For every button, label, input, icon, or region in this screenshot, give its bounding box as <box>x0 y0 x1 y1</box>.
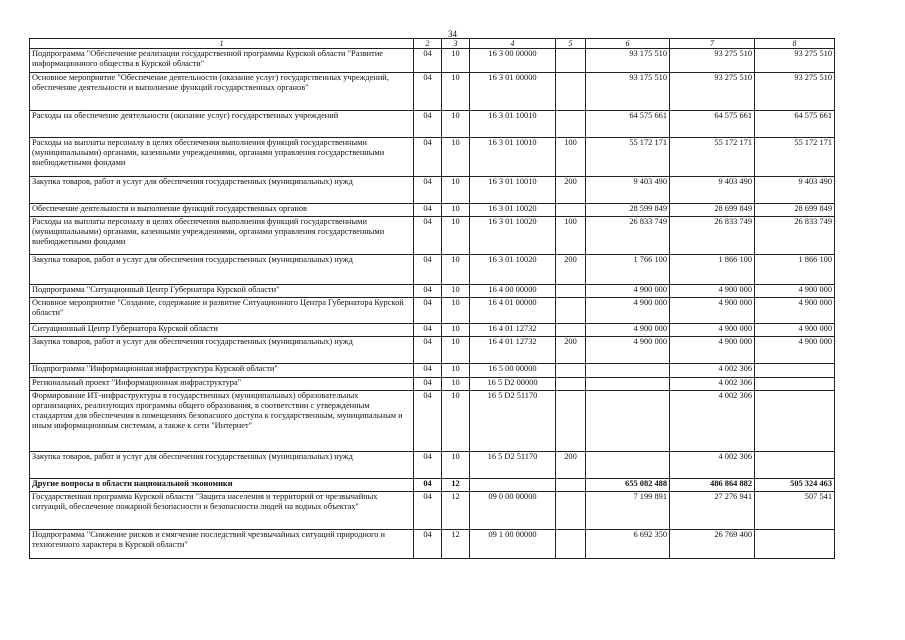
page-number: 34 <box>448 29 457 39</box>
cell-amount-year2: 64 575 661 <box>670 111 755 138</box>
cell-target-article: 16 3 00 00000 <box>470 49 556 73</box>
table-row <box>30 217 835 255</box>
cell-amount-year3: 4 900 000 <box>755 337 835 364</box>
cell-expense-type <box>556 49 586 73</box>
cell-amount-year1 <box>586 364 670 378</box>
cell-section: 04 <box>414 530 442 559</box>
cell-subsection: 12 <box>442 479 470 492</box>
cell-target-article: 16 5 D2 51170 <box>470 452 556 479</box>
cell-target-article: 16 4 00 00000 <box>470 285 556 298</box>
cell-amount-year3: 4 900 000 <box>755 324 835 337</box>
cell-amount-year3: 4 900 000 <box>755 285 835 298</box>
column-header: 4 <box>470 39 556 49</box>
cell-amount-year1 <box>586 391 670 452</box>
cell-amount-year3: 505 324 463 <box>755 479 835 492</box>
cell-expense-type <box>556 204 586 217</box>
cell-target-article: 16 5 D2 51170 <box>470 391 556 452</box>
cell-section: 04 <box>414 49 442 73</box>
cell-subsection: 10 <box>442 391 470 452</box>
cell-target-article: 16 4 01 00000 <box>470 298 556 324</box>
cell-name: Расходы на выплаты персоналу в целях обеспечения выполнения функций государственными (муниципальными) органами, казенными учреждениями, органами управления государственными внебюджетными фондами <box>30 138 414 177</box>
cell-expense-type <box>556 73 586 111</box>
cell-section: 04 <box>414 364 442 378</box>
cell-section: 04 <box>414 479 442 492</box>
cell-target-article: 16 3 01 10020 <box>470 204 556 217</box>
cell-name: Государственная программа Курской области "Защита населения и территорий от чрезвычайных ситуаций, обеспечение пожарной безопасности и безопасности людей на водных объектах" <box>30 492 414 530</box>
cell-amount-year3 <box>755 452 835 479</box>
cell-amount-year2: 1 866 100 <box>670 255 755 285</box>
table-row <box>30 204 835 217</box>
cell-name: Другие вопросы в области национальной экономики <box>30 479 414 492</box>
cell-amount-year3 <box>755 391 835 452</box>
cell-amount-year1: 93 175 510 <box>586 73 670 111</box>
cell-subsection: 10 <box>442 378 470 391</box>
cell-subsection: 12 <box>442 492 470 530</box>
cell-section: 04 <box>414 177 442 204</box>
cell-amount-year1: 64 575 661 <box>586 111 670 138</box>
cell-target-article: 16 3 01 00000 <box>470 73 556 111</box>
cell-section: 04 <box>414 217 442 255</box>
cell-section: 04 <box>414 452 442 479</box>
cell-name: Основное мероприятие "Обеспечение деятельности (оказание услуг) государственных учреждений, обеспечение деятельности и выполнение функций государственных органов" <box>30 73 414 111</box>
cell-section: 04 <box>414 391 442 452</box>
cell-amount-year1: 55 172 171 <box>586 138 670 177</box>
cell-target-article: 16 5 D2 00000 <box>470 378 556 391</box>
cell-subsection: 10 <box>442 298 470 324</box>
cell-amount-year3 <box>755 364 835 378</box>
cell-amount-year2: 4 900 000 <box>670 298 755 324</box>
cell-amount-year2: 55 172 171 <box>670 138 755 177</box>
cell-amount-year3: 26 833 749 <box>755 217 835 255</box>
cell-amount-year2: 4 900 000 <box>670 324 755 337</box>
cell-expense-type <box>556 530 586 559</box>
table-row <box>30 49 835 73</box>
cell-amount-year3 <box>755 530 835 559</box>
cell-amount-year2: 93 275 510 <box>670 73 755 111</box>
cell-expense-type: 100 <box>556 138 586 177</box>
cell-section: 04 <box>414 492 442 530</box>
cell-amount-year1: 28 599 849 <box>586 204 670 217</box>
cell-name: Закупка товаров, работ и услуг для обеспечения государственных (муниципальных) нужд <box>30 177 414 204</box>
cell-amount-year3: 4 900 000 <box>755 298 835 324</box>
cell-amount-year2: 4 900 000 <box>670 337 755 364</box>
cell-amount-year2: 4 002 306 <box>670 452 755 479</box>
cell-subsection: 12 <box>442 530 470 559</box>
cell-amount-year3: 93 275 510 <box>755 49 835 73</box>
cell-expense-type: 200 <box>556 177 586 204</box>
cell-amount-year3: 28 699 849 <box>755 204 835 217</box>
cell-subsection: 10 <box>442 217 470 255</box>
table-row <box>30 364 835 378</box>
cell-target-article: 16 4 01 12732 <box>470 337 556 364</box>
cell-section: 04 <box>414 324 442 337</box>
cell-subsection: 10 <box>442 204 470 217</box>
cell-amount-year3 <box>755 378 835 391</box>
cell-name: Закупка товаров, работ и услуг для обеспечения государственных (муниципальных) нужд <box>30 255 414 285</box>
cell-target-article: 16 3 01 10010 <box>470 138 556 177</box>
cell-name: Расходы на обеспечение деятельности (оказание услуг) государственных учреждений <box>30 111 414 138</box>
cell-name: Подпрограмма "Информационная инфраструктура Курской области" <box>30 364 414 378</box>
cell-amount-year1 <box>586 452 670 479</box>
cell-expense-type <box>556 492 586 530</box>
cell-amount-year2: 28 699 849 <box>670 204 755 217</box>
column-header: 3 <box>442 39 470 49</box>
cell-name: Обеспечение деятельности и выполнение функций государственных органов <box>30 204 414 217</box>
table-row <box>30 177 835 204</box>
cell-name: Закупка товаров, работ и услуг для обеспечения государственных (муниципальных) нужд <box>30 452 414 479</box>
cell-name: Закупка товаров, работ и услуг для обеспечения государственных (муниципальных) нужд <box>30 337 414 364</box>
table-row <box>30 111 835 138</box>
cell-target-article: 16 5 00 00000 <box>470 364 556 378</box>
cell-amount-year1 <box>586 378 670 391</box>
column-header: 5 <box>556 39 586 49</box>
cell-name: Подпрограмма "Ситуационный Центр Губернатора Курской области" <box>30 285 414 298</box>
cell-section: 04 <box>414 337 442 364</box>
cell-target-article: 09 1 00 00000 <box>470 530 556 559</box>
cell-section: 04 <box>414 204 442 217</box>
column-header: 2 <box>414 39 442 49</box>
table-row <box>30 138 835 177</box>
cell-subsection: 10 <box>442 337 470 364</box>
cell-name: Основное мероприятие "Создание, содержание и развитие Ситуационного Центра Губернатора Курской области" <box>30 298 414 324</box>
cell-amount-year2: 4 900 000 <box>670 285 755 298</box>
table-row <box>30 337 835 364</box>
cell-expense-type <box>556 285 586 298</box>
cell-subsection: 10 <box>442 364 470 378</box>
cell-amount-year1: 4 900 000 <box>586 337 670 364</box>
column-header: 1 <box>30 39 414 49</box>
cell-section: 04 <box>414 298 442 324</box>
cell-name: Ситуационный Центр Губернатора Курской области <box>30 324 414 337</box>
header-row <box>30 39 835 49</box>
column-header: 6 <box>586 39 670 49</box>
cell-subsection: 10 <box>442 324 470 337</box>
cell-subsection: 10 <box>442 111 470 138</box>
cell-amount-year2: 27 276 941 <box>670 492 755 530</box>
cell-subsection: 10 <box>442 452 470 479</box>
table-row <box>30 255 835 285</box>
cell-amount-year1: 26 833 749 <box>586 217 670 255</box>
cell-name: Подпрограмма "Снижение рисков и смягчение последствий чрезвычайных ситуаций природного и техногенного характера в Курской области" <box>30 530 414 559</box>
cell-section: 04 <box>414 111 442 138</box>
table-row <box>30 530 835 559</box>
table-body <box>30 49 835 559</box>
cell-subsection: 10 <box>442 73 470 111</box>
cell-amount-year2: 4 002 306 <box>670 364 755 378</box>
cell-expense-type <box>556 324 586 337</box>
cell-subsection: 10 <box>442 177 470 204</box>
column-header: 7 <box>670 39 755 49</box>
table-row <box>30 298 835 324</box>
cell-amount-year1: 93 175 510 <box>586 49 670 73</box>
cell-name: Региональный проект "Информационная инфраструктура" <box>30 378 414 391</box>
cell-subsection: 10 <box>442 255 470 285</box>
table-row <box>30 479 835 492</box>
cell-amount-year3: 93 275 510 <box>755 73 835 111</box>
budget-table <box>29 38 835 559</box>
cell-subsection: 10 <box>442 138 470 177</box>
cell-section: 04 <box>414 138 442 177</box>
cell-name: Подпрограмма "Обеспечение реализации государственной программы Курской области "Развитие информационного общества в Курской области" <box>30 49 414 73</box>
cell-amount-year3: 1 866 100 <box>755 255 835 285</box>
cell-section: 04 <box>414 285 442 298</box>
cell-expense-type: 200 <box>556 337 586 364</box>
cell-section: 04 <box>414 73 442 111</box>
cell-expense-type <box>556 298 586 324</box>
cell-target-article: 16 3 01 10020 <box>470 255 556 285</box>
cell-expense-type: 100 <box>556 217 586 255</box>
cell-amount-year3: 9 403 490 <box>755 177 835 204</box>
cell-expense-type <box>556 364 586 378</box>
cell-amount-year2: 4 002 306 <box>670 391 755 452</box>
cell-section: 04 <box>414 255 442 285</box>
cell-amount-year1: 7 199 891 <box>586 492 670 530</box>
column-header: 8 <box>755 39 835 49</box>
cell-name: Расходы на выплаты персоналу в целях обеспечения выполнения функций государственными (муниципальными) органами, казенными учреждениями, органами управления государственными внебюджетными фондами <box>30 217 414 255</box>
cell-amount-year2: 26 769 400 <box>670 530 755 559</box>
cell-target-article: 09 0 00 00000 <box>470 492 556 530</box>
cell-target-article <box>470 479 556 492</box>
cell-expense-type: 200 <box>556 452 586 479</box>
cell-section: 04 <box>414 378 442 391</box>
cell-amount-year2: 4 002 306 <box>670 378 755 391</box>
cell-amount-year1: 4 900 000 <box>586 324 670 337</box>
table-row <box>30 452 835 479</box>
table-row <box>30 378 835 391</box>
cell-amount-year1: 1 766 100 <box>586 255 670 285</box>
cell-target-article: 16 4 01 12732 <box>470 324 556 337</box>
cell-amount-year2: 26 833 749 <box>670 217 755 255</box>
cell-expense-type <box>556 378 586 391</box>
cell-amount-year2: 486 864 882 <box>670 479 755 492</box>
table-row <box>30 73 835 111</box>
cell-subsection: 10 <box>442 49 470 73</box>
cell-target-article: 16 3 01 10010 <box>470 177 556 204</box>
cell-amount-year3: 64 575 661 <box>755 111 835 138</box>
cell-target-article: 16 3 01 10010 <box>470 111 556 138</box>
cell-amount-year1: 6 692 350 <box>586 530 670 559</box>
cell-expense-type <box>556 479 586 492</box>
cell-expense-type <box>556 111 586 138</box>
cell-amount-year1: 4 900 000 <box>586 298 670 324</box>
cell-amount-year1: 655 082 488 <box>586 479 670 492</box>
cell-amount-year2: 9 403 490 <box>670 177 755 204</box>
cell-name: Формирование ИТ-инфраструктуры в государственных (муниципальных) образовательных организациях, реализующих программы общего образования, в соответствии с утвержденным стандартом для обеспечения в помещениях безопасного доступа к государственным, муниципальным и иным информационным системам, а также к сети "Интернет" <box>30 391 414 452</box>
cell-target-article: 16 3 01 10020 <box>470 217 556 255</box>
table-row <box>30 492 835 530</box>
table-row <box>30 324 835 337</box>
cell-expense-type: 200 <box>556 255 586 285</box>
cell-amount-year3: 55 172 171 <box>755 138 835 177</box>
table-row <box>30 391 835 452</box>
cell-subsection: 10 <box>442 285 470 298</box>
table-row <box>30 285 835 298</box>
cell-amount-year1: 4 900 000 <box>586 285 670 298</box>
cell-amount-year2: 93 275 510 <box>670 49 755 73</box>
cell-amount-year1: 9 403 490 <box>586 177 670 204</box>
cell-amount-year3: 507 541 <box>755 492 835 530</box>
cell-expense-type <box>556 391 586 452</box>
